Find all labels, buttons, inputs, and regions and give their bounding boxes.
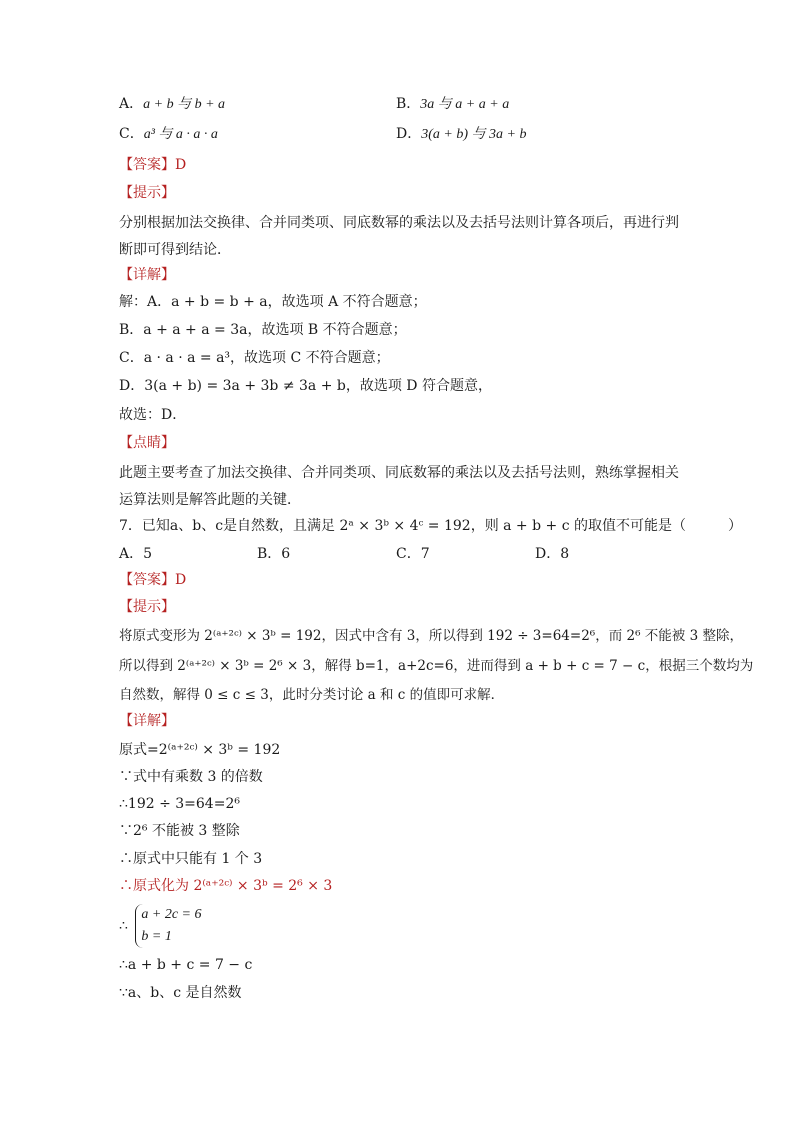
q6-conclusion: 故选：D． — [119, 407, 187, 423]
q6-answer-value: D — [175, 157, 187, 173]
q6-option-b — [396, 94, 509, 115]
q7-option-d: D．8 — [535, 546, 570, 562]
q6-detail-line-4: D．3(a + b) = 3a + 3b ≠ 3a + b，故选项 D 符合题意， — [119, 378, 492, 394]
q6-detail-line-3: C．a · a · a = a³，故选项 C 不符合题意； — [119, 350, 390, 366]
q7-step-1: 原式=2⁽ᵃ⁺²ᶜ⁾ × 3ᵇ = 192 — [119, 742, 281, 758]
equation-system — [135, 904, 201, 948]
q6-comment-label: 【点睛】 — [119, 435, 175, 451]
q6-detail-line-2: B．a + a + a = 3a，故选项 B 不符合题意； — [119, 322, 407, 338]
q6-detail-line-1: 解：A．a + b = b + a，故选项 A 不符合题意； — [119, 294, 427, 310]
q6-option-d-expr: 3(a + b) 与 3a + b — [421, 127, 527, 142]
q7-answer-value: D — [175, 572, 187, 588]
q6-comment-text: 此题主要考查了加法交换律、合并同类项、同底数幂的乘法以及去括号法则，熟练掌握相关运算法则是解答此题的关键． — [119, 465, 679, 508]
q6-option-c — [119, 124, 218, 145]
q6-hint-label: 【提示】 — [119, 185, 175, 201]
q7-hint-label: 【提示】 — [119, 599, 175, 615]
q7-hint-line-3: 自然数，解得 0 ≤ c ≤ 3，此时分类讨论 a 和 c 的值即可求解． — [119, 687, 505, 703]
therefore-symbol: ∴ — [119, 918, 128, 934]
q7-option-b: B．6 — [257, 546, 291, 562]
q7-option-a: A．5 — [119, 546, 153, 562]
q6-detail-label: 【详解】 — [119, 267, 175, 283]
q6-hint-text: 分别根据加法交换律、合并同类项、同底数幂的乘法以及去括号法则计算各项后，再进行判断即可得到结论． — [119, 215, 679, 258]
q7-hint-line-1: 将原式变形为 2⁽ᵃ⁺²ᶜ⁾ × 3ᵇ = 192，因式中含有 3，所以得到 192 ÷ 3=64=2⁶，而 2⁶ 不能被 3 整除， — [119, 628, 743, 644]
q6-option-a-expr: a + b 与 b + a — [143, 97, 226, 112]
q7-step-5: ∴原式中只能有 1 个 3 — [119, 851, 263, 867]
q6-option-a-label: A． — [119, 96, 144, 112]
system-eq-2: b = 1 — [141, 929, 172, 944]
q6-option-d-label: D． — [396, 126, 422, 142]
q7-step-4: ∵2⁶ 不能被 3 整除 — [119, 823, 240, 839]
q7-step-6: ∴原式化为 2⁽ᵃ⁺²ᶜ⁾ × 3ᵇ = 2⁶ × 3 — [119, 878, 333, 894]
q6-answer — [119, 155, 186, 175]
q7-stem: 7．已知a、b、c是自然数，且满足 2ᵃ × 3ᵇ × 4ᶜ = 192，则 a + b + c 的取值不可能是（ ） — [119, 518, 742, 534]
q7-hint-line-2: 所以得到 2⁽ᵃ⁺²ᶜ⁾ × 3ᵇ = 2⁶ × 3，解得 b=1，a+2c=6，进而得到 a + b + c = 7 − c，根据三个数均为 — [119, 658, 754, 674]
q7-answer-label: 【答案】 — [119, 572, 175, 588]
q6-option-b-label: B． — [396, 96, 421, 112]
q6-answer-label: 【答案】 — [119, 157, 175, 173]
q6-option-d — [396, 124, 526, 145]
q7-system — [119, 904, 201, 948]
q6-option-c-label: C． — [119, 126, 144, 142]
system-eq-1: a + 2c = 6 — [141, 907, 202, 922]
q7-answer — [119, 570, 186, 590]
q7-detail-label: 【详解】 — [119, 713, 175, 729]
q7-option-c: C．7 — [396, 546, 430, 562]
q7-step-2: ∵式中有乘数 3 的倍数 — [119, 769, 263, 785]
q7-step-after-2: ∵a、b、c 是自然数 — [119, 985, 242, 1001]
q7-step-after-1: ∴a + b + c = 7 − c — [119, 957, 253, 973]
q6-option-c-expr: a³ 与 a · a · a — [143, 127, 218, 142]
q7-step-3: ∴192 ÷ 3=64=2⁶ — [119, 796, 240, 812]
q6-option-b-expr: 3a 与 a + a + a — [420, 97, 510, 112]
q6-option-a — [119, 94, 225, 115]
